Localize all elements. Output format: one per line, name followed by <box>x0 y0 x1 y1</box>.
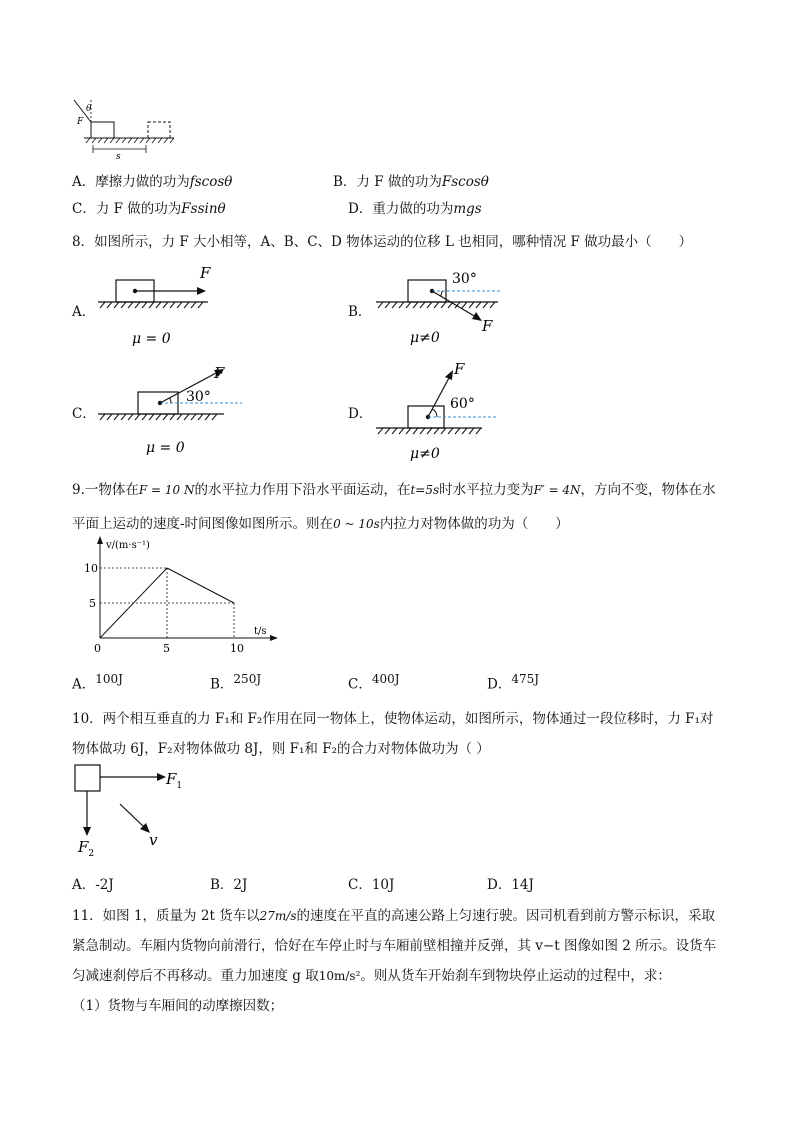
q8-a-mu-label: μ = 0 <box>132 331 171 347</box>
chart-x-tick-10: 10 <box>230 642 244 655</box>
q10-f1-label: $F_1$ <box>166 770 183 791</box>
q7-option-b: B．力 F 做的功为Fscosθ <box>333 174 489 190</box>
q10-f2-label: $F_2$ <box>78 838 95 859</box>
q10-option-b: B．2J <box>210 877 248 893</box>
chart-y-axis-arrow <box>97 536 103 544</box>
q9-stem-line1: 9.一物体在F = 10 N的水平拉力作用下沿水平面运动，在t=5s时水平拉力变为F′ = 4N，方向不变，物体在水 <box>72 482 716 498</box>
chart-x-axis-arrow <box>270 635 278 641</box>
q8-figure-d <box>372 360 512 464</box>
chart-x-tick-5: 5 <box>163 642 170 655</box>
chart-y-label: v/(m·s⁻¹) <box>106 540 150 551</box>
q7-displacement-label: s <box>116 152 121 162</box>
q10-option-a: A．-2J <box>72 877 114 893</box>
chart-x-tick-0: 0 <box>94 642 101 655</box>
q11-line2: 紧急制动。车厢内货物向前滑行，恰好在车停止时与车厢前壁相撞并反弹，其 v−t 图像如图 2 所示。设货车 <box>72 938 717 954</box>
q7-block-dashed <box>148 122 170 138</box>
q8-b-mu-label: μ≠0 <box>410 330 440 346</box>
q7-block <box>91 122 114 138</box>
q8-stem: 8．如图所示，力 F 大小相等，A、B、C、D 物体运动的位移 L 也相同，哪种情况 F 做功最小（ ） <box>72 234 693 250</box>
q8-c-force-label: F <box>214 364 225 382</box>
q7-option-d: D．重力做的功为mgs <box>348 201 482 217</box>
q7-theta-label: θ <box>86 104 92 114</box>
q7-figure <box>70 96 180 162</box>
chart-series-segment-1 <box>167 568 234 603</box>
chart-x-label: t/s <box>254 626 267 637</box>
q8-figure-a <box>94 262 224 352</box>
q8-d-angle-label: 60° <box>450 396 475 412</box>
q8-option-b-letter: B． <box>348 304 372 320</box>
q9-vt-chart <box>84 534 284 660</box>
q8-figure-b <box>372 262 512 352</box>
q8-a-force-label: F <box>200 264 211 282</box>
q8-figure-c <box>94 362 254 458</box>
q9-option-a: A．$^{100J}$ <box>72 672 123 693</box>
q10-block <box>75 765 100 791</box>
q10-stem-line2: 物体做功 6J，F₂对物体做功 8J，则 F₁和 F₂的合力对物体做功为（ ） <box>72 741 490 757</box>
q11-line3: 匀减速刹停后不再移动。重力加速度 g 取10m/s²。则从货车开始刹车到物块停止运动的过程中，求： <box>72 968 671 984</box>
q7-option-a: A．摩擦力做的功为fscosθ <box>72 174 233 190</box>
chart-y-tick-10: 10 <box>84 562 98 575</box>
q8-c-angle-label: 30° <box>186 389 211 405</box>
chart-y-tick-5: 5 <box>89 597 96 610</box>
q8-option-c-letter: C． <box>72 406 96 422</box>
q11-line1: 11．如图 1，质量为 2t 货车以27m/s的速度在平直的高速公路上匀速行驶。因司机看到前方警示标识，采取 <box>72 908 716 924</box>
q9-option-b: B．$^{250J}$ <box>210 672 262 693</box>
q9-stem-line2: 平面上运动的速度-时间图像如图所示。则在0 ~ 10s内拉力对物体做的功为（ ） <box>72 516 569 532</box>
q10-option-c: C．10J <box>348 877 395 893</box>
q8-d-mu-label: μ≠0 <box>410 446 440 462</box>
q8-option-d-letter: D． <box>348 406 373 422</box>
q8-d-force-label: F <box>454 360 465 378</box>
q8-b-force-label: F <box>482 317 493 335</box>
q7-option-c: C．力 F 做的功为Fssinθ <box>72 201 226 217</box>
q10-figure <box>70 760 200 870</box>
q8-c-mu-label: μ = 0 <box>146 440 185 456</box>
q10-v-label: v <box>149 831 158 849</box>
q9-option-c: C．$^{400J}$ <box>348 672 400 693</box>
q10-stem-line1: 10．两个相互垂直的力 F₁和 F₂作用在同一物体上，使物体运动，如图所示，物体通过一段位移时，力 F₁对 <box>72 711 714 727</box>
q9-option-d: D．$^{475J}$ <box>487 672 540 693</box>
q11-sub1: （1）货物与车厢间的动摩擦因数； <box>72 998 284 1014</box>
q10-option-d: D．14J <box>487 877 534 893</box>
q8-option-a-letter: A． <box>72 304 96 320</box>
q8-b-angle-label: 30° <box>452 271 477 287</box>
q7-force-label: F <box>77 117 84 127</box>
